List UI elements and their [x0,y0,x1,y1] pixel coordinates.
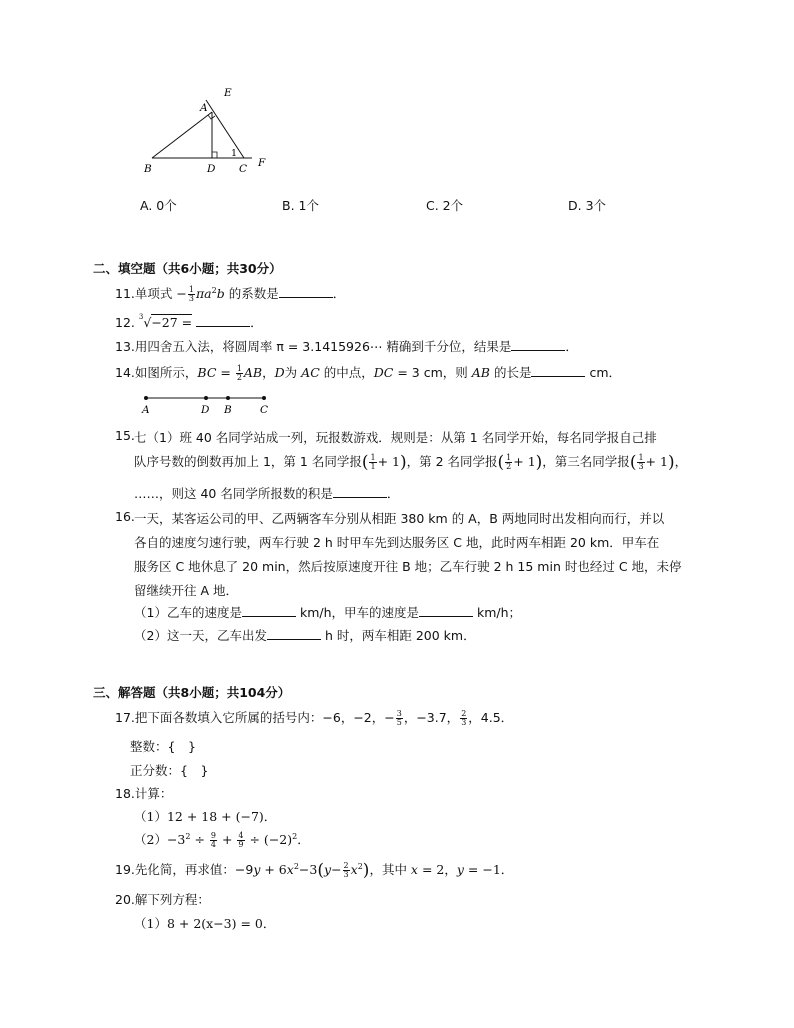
q18-number: 18. [115,786,135,801]
q20-number: 20. [115,892,135,907]
q12-number: 12. [115,315,135,330]
q11-number: 11. [115,286,135,301]
label-C: C [239,163,248,175]
q16-sub1 [134,603,521,621]
q20-title: 解下列方程： [134,892,210,907]
q14-fraction: $\frac{1}{2}$ [236,364,242,382]
q16-line3: 服务区 C 地休息了 20 min，然后按原速度开往 B 地；乙车行驶 2 h 15 min 时也经过 C 地，未停 [134,559,682,574]
option-c: C. 2个 [426,198,464,213]
point-C [262,396,266,400]
q11-pre: 单项式 [134,286,177,301]
label-A: A [200,102,208,114]
q14-text-f: 的长是 [493,365,532,380]
q20-sub1: （1）8 + 2(x−3) = 0． [134,916,276,931]
point-A [144,396,148,400]
q15-line3-text: ……，则这 40 名同学所报数的积是 [134,486,333,501]
q14-text-c: 为 [284,365,298,380]
label-angle-1: 1 [231,148,238,159]
q11-fraction: $\frac{1}{3}$ [188,285,194,303]
question-20 [115,890,210,908]
option-a: A. 0个 [140,198,177,213]
q16-sub1-c: km/h； [477,605,522,620]
segment-label-D: D [201,404,210,416]
question-12: 12. $^3$√−27 = ． [115,313,263,330]
q19-number: 19. [115,862,135,877]
option-d: D. 3个 [568,198,607,213]
section3-heading: 三、解答题（共8小题；共104分） [93,685,291,700]
q11-blank[interactable] [279,285,333,298]
q16-sub2-b: h 时，两车相距 200 km． [324,628,476,643]
line-AB [152,112,212,158]
point-B [226,396,230,400]
q16-sub2-a: （2）这一天，乙车出发 [134,628,267,643]
label-E: E [224,87,232,99]
q18-title: 计算： [134,786,173,801]
q17-text: 把下面各数填入它所属的括号内：−6，−2， [134,710,385,725]
q16-number: 16. [115,509,135,524]
option-b: B. 1个 [282,198,319,213]
q18-sub1: （1）12 + 18 + (−7)． [134,809,277,824]
q17-positive-fractions: 正分数：{ } [130,763,209,778]
q16-line2: 各自的速度匀速行驶，两车行驶 2 h 时甲车先到达服务区 C 地，此时两车相距 20 km．甲车在 [134,535,660,550]
question-13: 13.用四舍五入法，将圆周率 π = 3.1415926⋯ 精确到千分位，结果是 ． [115,339,578,354]
q14-text-e: = 3 cm，则 [397,365,468,380]
segment-label-C: C [260,404,269,416]
q14-unit: cm． [589,365,622,380]
segment-label-A: A [142,404,150,416]
q17-integers: 整数：{ } [130,739,196,754]
q15-line1: 七（1）班 40 名同学站成一列，玩报数游戏．规则是：从第 1 名同学开始，每名同学报自己排 [134,430,657,445]
q16-sub1-b: km/h，甲车的速度是 [299,605,420,620]
point-D [204,396,208,400]
q15-number: 15. [115,428,135,443]
label-F: F [258,157,266,169]
q18-sub2: $(2)-3^2$ ÷ $\frac{9}{4}$ + $\frac{4}{9}$ ÷ $(-2)^2$． [134,831,310,849]
segment-label-B: B [224,404,232,416]
q15-line2-c: ，第三名同学报 [542,454,630,469]
q14-text-a: 如图所示， [134,365,198,380]
section2-heading: 二、填空题（共6小题；共30分） [93,261,282,276]
q16-sub2 [134,626,476,644]
label-D: D [207,163,216,175]
triangle-figure [140,82,280,182]
q14-number: 14. [115,365,135,380]
q14-blank[interactable] [531,364,585,377]
q16-sub1-a: （1）乙车的速度是 [134,605,242,620]
q15-blank[interactable] [333,485,387,498]
q14-text-b: ， [262,365,275,380]
label-B: B [144,163,152,175]
q12-expression: −27 = [151,315,193,330]
q13-text: 用四舍五入法，将圆周率 π = 3.1415926⋯ 精确到千分位，结果是 [134,339,512,354]
q12-blank[interactable] [196,314,250,327]
q14-text-d: 的中点， [323,365,374,380]
q15-line3: ……，则这 40 名同学所报数的积是 ． [134,486,400,501]
right-angle-D [212,152,217,158]
segment-figure [140,392,280,418]
q11-post: 的系数是 [228,286,279,301]
question-14: 14.如图所示，BC = $\frac{1}{2}$ AB，D为 AC 的中点，DC = 3 cm，则 AB 的长是 cm． [115,364,622,382]
question-11: 11.单项式 − $\frac{1}{3}$ $\pi a^2b$ 的系数是 ． [115,285,346,303]
question-19: 19.先化简，再求值：$-9y + 6x^2-3(y-$ $\frac{2}{3}$ $x^2$)，其中 x = 2，y = −1． [115,860,514,881]
q15-line2-a: 队序号数的倒数再加上 1，第 1 名同学报 [134,454,362,469]
question-18 [115,784,172,802]
q16-line4: 留继续开往 A 地． [134,583,238,598]
q15-line2: 队序号数的倒数再加上 1，第 1 名同学报( $\frac{1}{1}$ + 1)，第 2 名同学报( $\frac{1}{2}$ + 1)，第三名同学报( $\frac{1}{3}$ + 1)， [134,452,688,473]
q16-blank-1[interactable] [242,604,296,617]
q13-number: 13. [115,339,135,354]
q16-blank-3[interactable] [267,627,321,640]
q16-line1: 一天，某客运公司的甲、乙两辆客车分别从相距 380 km 的 A，B 两地同时出发相向而行，并以 [134,511,665,526]
q15-line2-b: ，第 2 名同学报 [406,454,498,469]
q17-number: 17. [115,710,135,725]
question-17: 17.把下面各数填入它所属的括号内：−6，−2，− $\frac{3}{5}$ ，−3.7， $\frac{2}{3}$ ，4.5． [115,709,514,727]
q16-blank-2[interactable] [419,604,473,617]
q13-blank[interactable] [511,338,565,351]
